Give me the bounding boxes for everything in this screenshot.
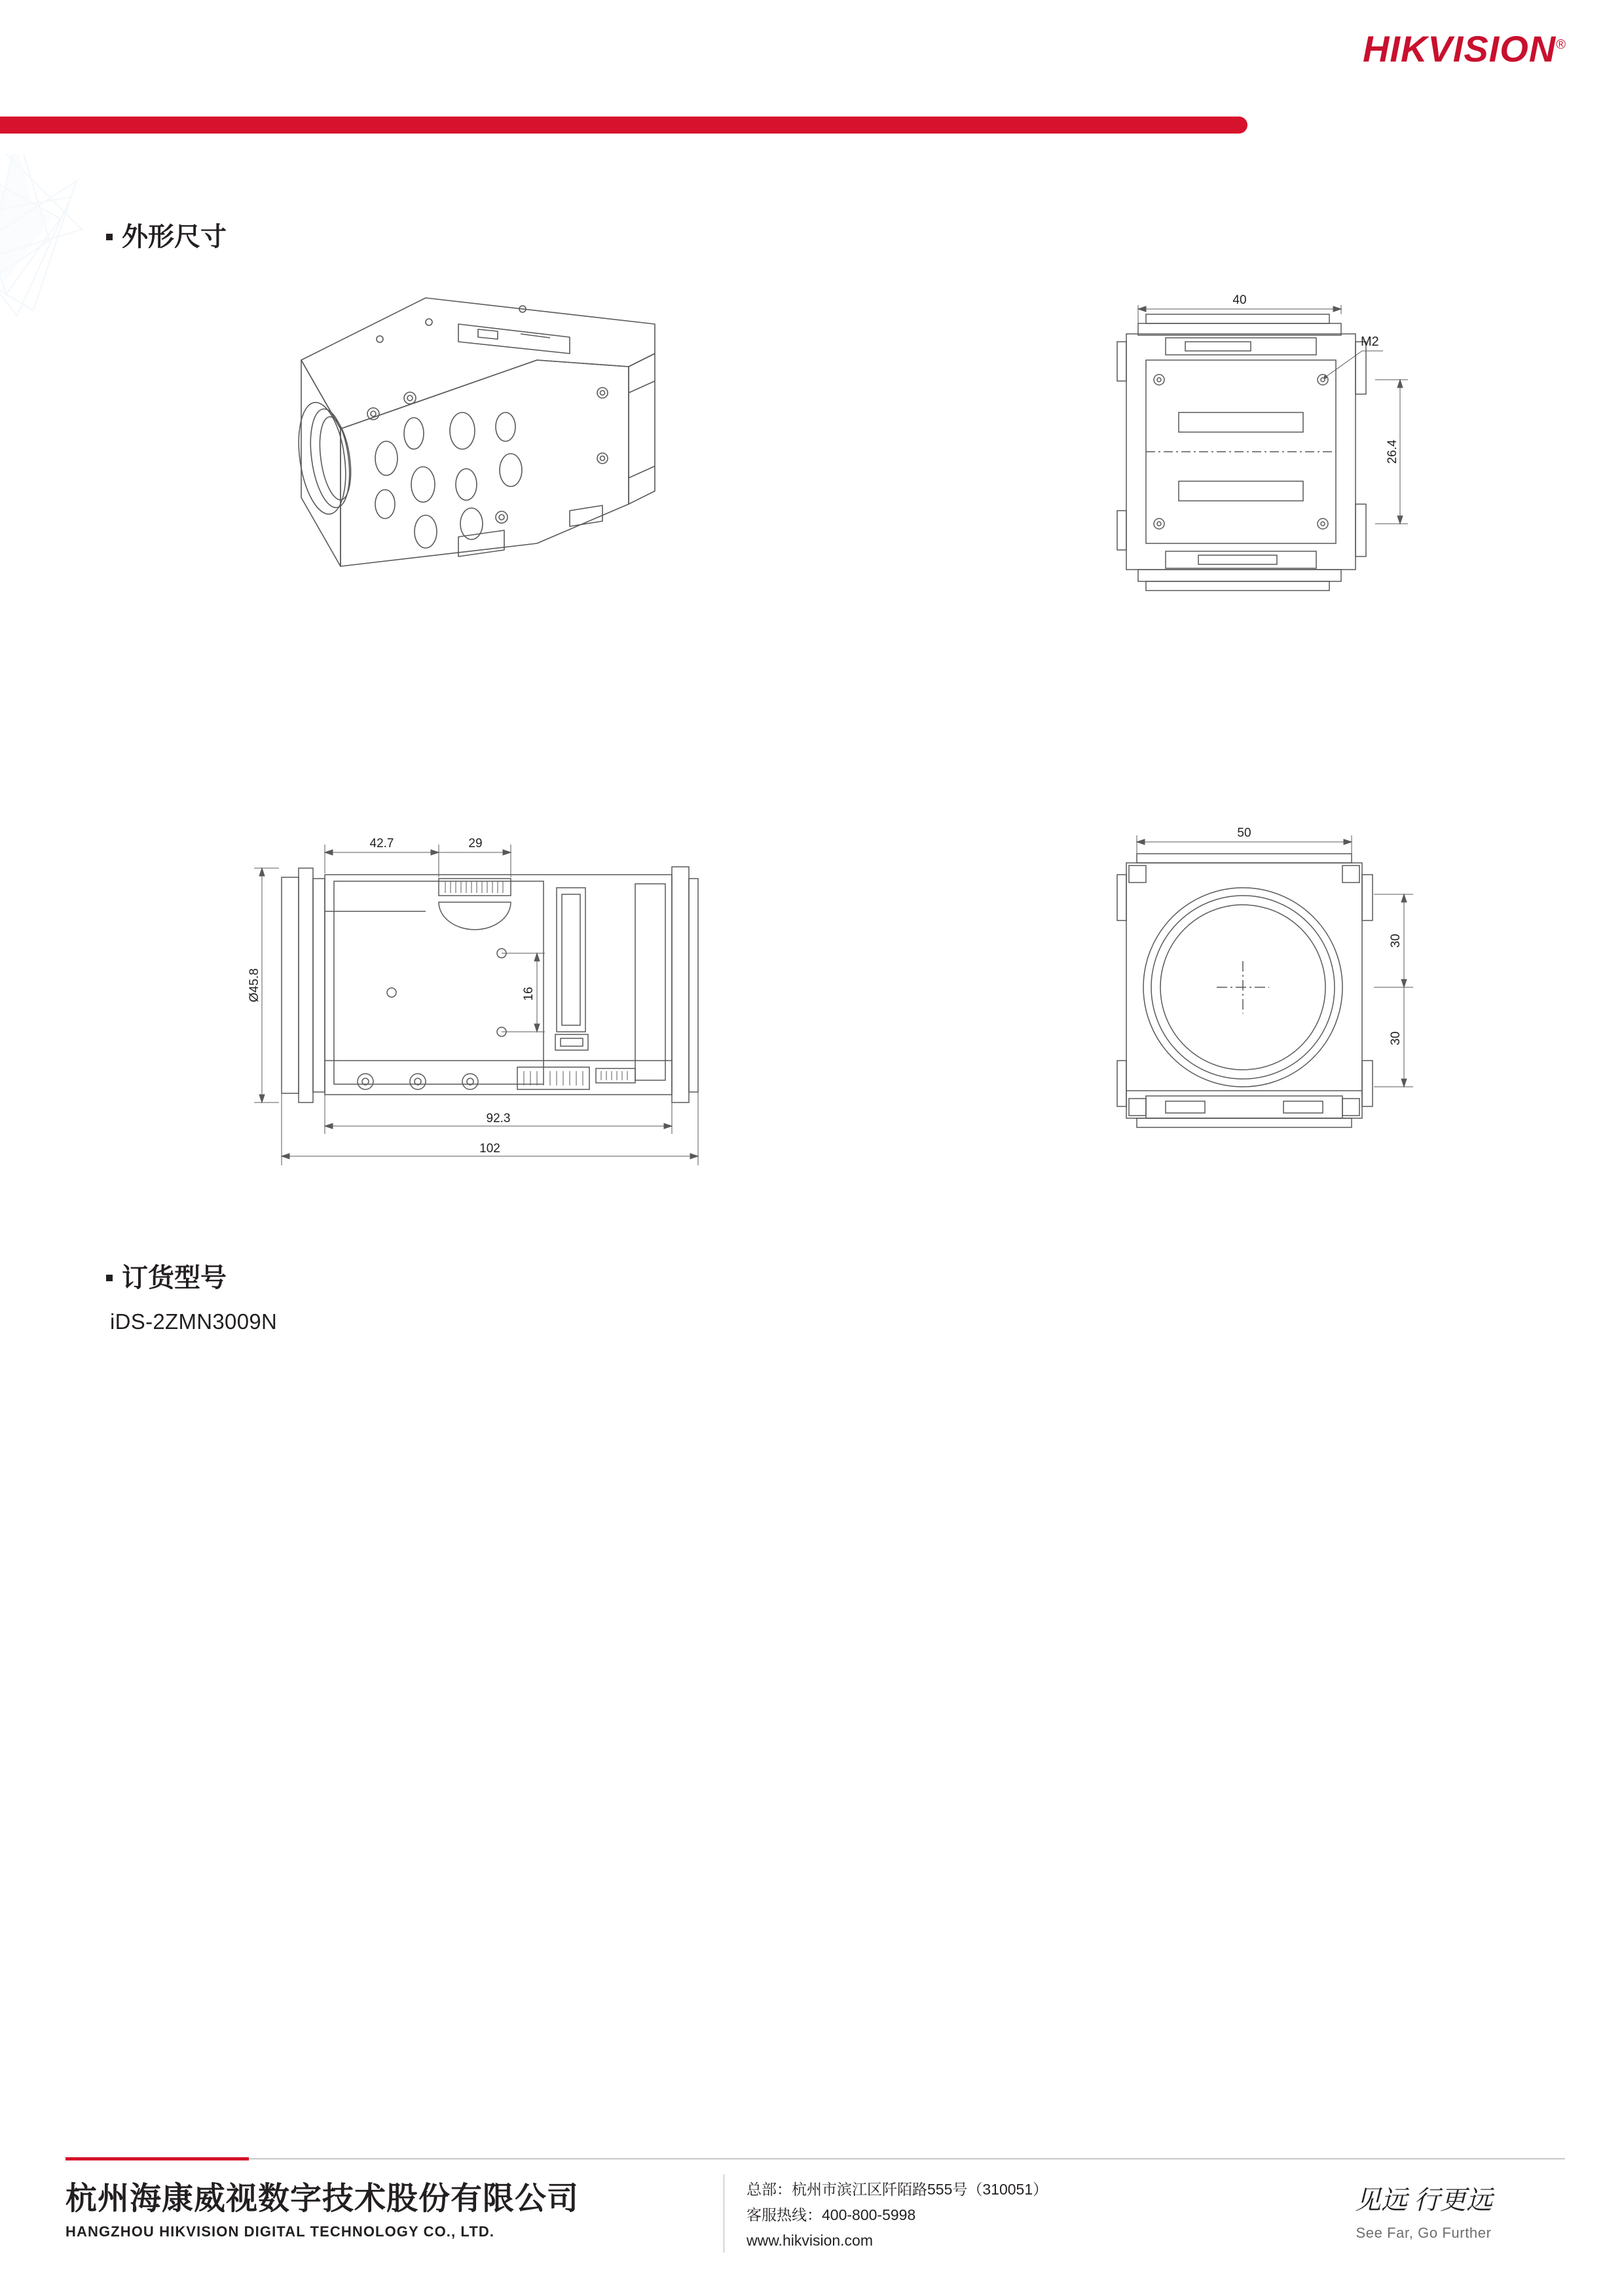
section-title-dimensions (106, 216, 227, 253)
dim-side-thread: M2 (1361, 335, 1379, 349)
hikvision-logo (1363, 27, 1566, 70)
drawing-bottom-view (242, 838, 786, 1192)
footer-slogan-en: See Far, Go Further (1356, 2225, 1492, 2241)
dim-bottom-102: 102 (479, 1142, 500, 1156)
dim-side-width: 40 (1232, 293, 1247, 307)
dim-bottom-diameter: Ø45.8 (248, 968, 261, 1002)
footer-rule-accent (65, 2157, 249, 2160)
drawing-isometric-view (262, 262, 760, 687)
dim-bottom-29: 29 (468, 837, 483, 850)
bullet-icon (106, 234, 113, 240)
footer-company-cn: 杭州海康威视数字技术股份有限公司 (65, 2181, 580, 2216)
section-title-model-label: 订货型号 (122, 1264, 227, 1292)
logo-registered-icon: ® (1556, 37, 1566, 52)
dim-bottom-16: 16 (522, 987, 536, 1001)
footer-slogan-block (1286, 2179, 1561, 2242)
drawing-side-view (1100, 295, 1467, 635)
header-accent-bar (0, 117, 1247, 134)
dim-bottom-92-3: 92.3 (486, 1112, 511, 1125)
page-header (0, 0, 1624, 164)
page-footer (0, 2145, 1624, 2296)
footer-contact-hotline: 客服热线：400-800-5998 (747, 2206, 916, 2223)
dim-front-width: 50 (1237, 826, 1251, 840)
footer-company-en: HANGZHOU HIKVISION DIGITAL TECHNOLOGY CO., LTD. (65, 2223, 495, 2240)
dim-side-height: 26.4 (1386, 439, 1399, 464)
logo-hik-text: HIK (1362, 28, 1428, 69)
footer-contact-block (747, 2177, 1048, 2253)
footer-contact-hq: 总部：杭州市滨江区阡陌路555号（310051） (747, 2181, 1048, 2198)
footer-contact-website[interactable]: www.hikvision.com (747, 2232, 873, 2249)
dim-bottom-42-7: 42.7 (369, 837, 394, 850)
dim-front-height-upper: 30 (1389, 934, 1403, 948)
section-title-dimensions-label: 外形尺寸 (122, 223, 227, 251)
footer-company-block (65, 2173, 727, 2240)
drawing-front-view (1100, 826, 1467, 1185)
footer-slogan-cn: 见远 行更远 (1355, 2185, 1492, 2215)
section-title-model (106, 1257, 227, 1294)
bullet-icon (106, 1275, 113, 1281)
model-number-value: iDS-2ZMN3009N (110, 1309, 278, 1334)
star-watermark-icon (0, 154, 190, 370)
logo-vision-text: VISION (1428, 28, 1557, 69)
dim-front-height-lower: 30 (1389, 1031, 1403, 1046)
footer-divider-rule (65, 2157, 1565, 2160)
